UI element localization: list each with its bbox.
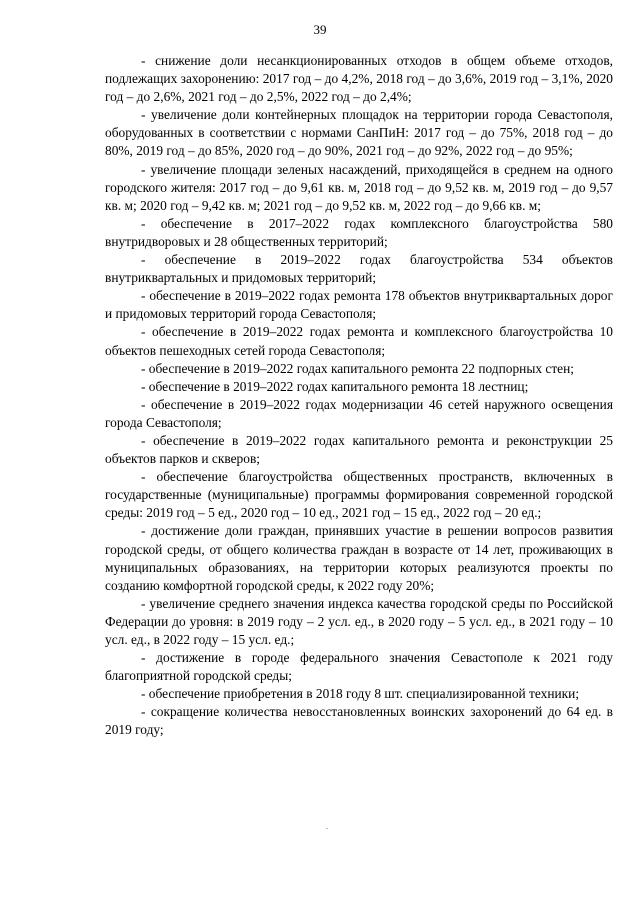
page-number: 39	[313, 22, 327, 37]
list-item: - обеспечение в 2019–2022 годах ремонта 178 объектов внутриквартальных дорог и придомовых территорий города Севастополя;	[105, 288, 613, 322]
list-item: - увеличение площади зеленых насаждений, приходящейся в среднем на одного городского жителя: 2017 год – до 9,61 кв. м, 2018 год – до 9,52 кв. м, 2019 год – до 9,57 кв. м; 2020 год – 9,42 кв. м; 2021 год – до 9,52 кв. м, 2022 год – до 9,66 кв. м;	[105, 161, 613, 213]
list-item: - обеспечение в 2019–2022 годах капитального ремонта и реконструкции 25 объектов парков и скверов;	[105, 432, 613, 467]
list-item: - обеспечение в 2017–2022 годах комплексного благоустройства 580 внутридворовых и 28 общественных территорий;	[105, 215, 613, 249]
scan-speck	[326, 828, 328, 829]
list-item: - увеличение доли контейнерных площадок на территории города Севастополя, оборудованных в соответствии с нормами СанПиН: 2017 год – до 75%, 2018 год – до 80%, 2019 год – до 85%, 2020 год – до 90%, 2021 год – до 92%, 2022 год – до 95%;	[105, 107, 613, 159]
list-item: - обеспечение в 2019–2022 годах ремонта и комплексного благоустройства 10 объектов пешеходных сетей города Севастополя;	[105, 324, 613, 358]
list-item: - достижение в городе федерального значения Севастополе к 2021 году благоприятной городской среды;	[105, 650, 613, 684]
list-item: - обеспечение благоустройства общественных пространств, включенных в государственные (муниципальные) программы формирования современной городской среды: 2019 год – 5 ед., 2020 год – 10 ед., 2021 год – 15 ед., 2022 год – 20 ед.;	[105, 469, 613, 521]
list-item: - увеличение среднего значения индекса качества городской среды по Российской Федерации до уровня: в 2019 году – 2 усл. ед., в 2020 году – 5 усл. ед., в 2021 году – 10 усл. ед., в 2022 году – 15 усл. ед.;	[105, 595, 613, 647]
list-item: - снижение доли несанкционированных отходов в общем объеме отходов, подлежащих захоронению: 2017 год – до 4,2%, 2018 год – до 3,6%, 2019 год – 3,1%, 2020 год – до 2,6%, 2021 год – до 2,5%, 2022 год – до 2,4%;	[105, 53, 613, 105]
list-item: - обеспечение в 2019–2022 годах капитального ремонта 18 лестниц;	[141, 378, 529, 394]
list-item: - обеспечение приобретения в 2018 году 8 шт. специализированной техники;	[141, 686, 580, 702]
list-item: - сокращение количества невосстановленных воинских захоронений до 64 ед. в 2019 году;	[105, 704, 613, 738]
list-item: - обеспечение в 2019–2022 годах модернизации 46 сетей наружного освещения города Севастополя;	[105, 396, 613, 430]
list-item: - обеспечение в 2019–2022 годах благоустройства 534 объектов внутриквартальных и придомовых территорий;	[105, 252, 613, 286]
list-item: - обеспечение в 2019–2022 годах капитального ремонта 22 подпорных стен;	[141, 360, 575, 376]
document-body	[105, 52, 613, 740]
list-item: - достижение доли граждан, принявших участие в решении вопросов развития городской среды, от общего количества граждан в возрасте от 14 лет, проживающих в муниципальных образованиях, на территории которых реализуются проекты по созданию комфортной городской среды, к 2022 году 20%;	[105, 523, 613, 593]
